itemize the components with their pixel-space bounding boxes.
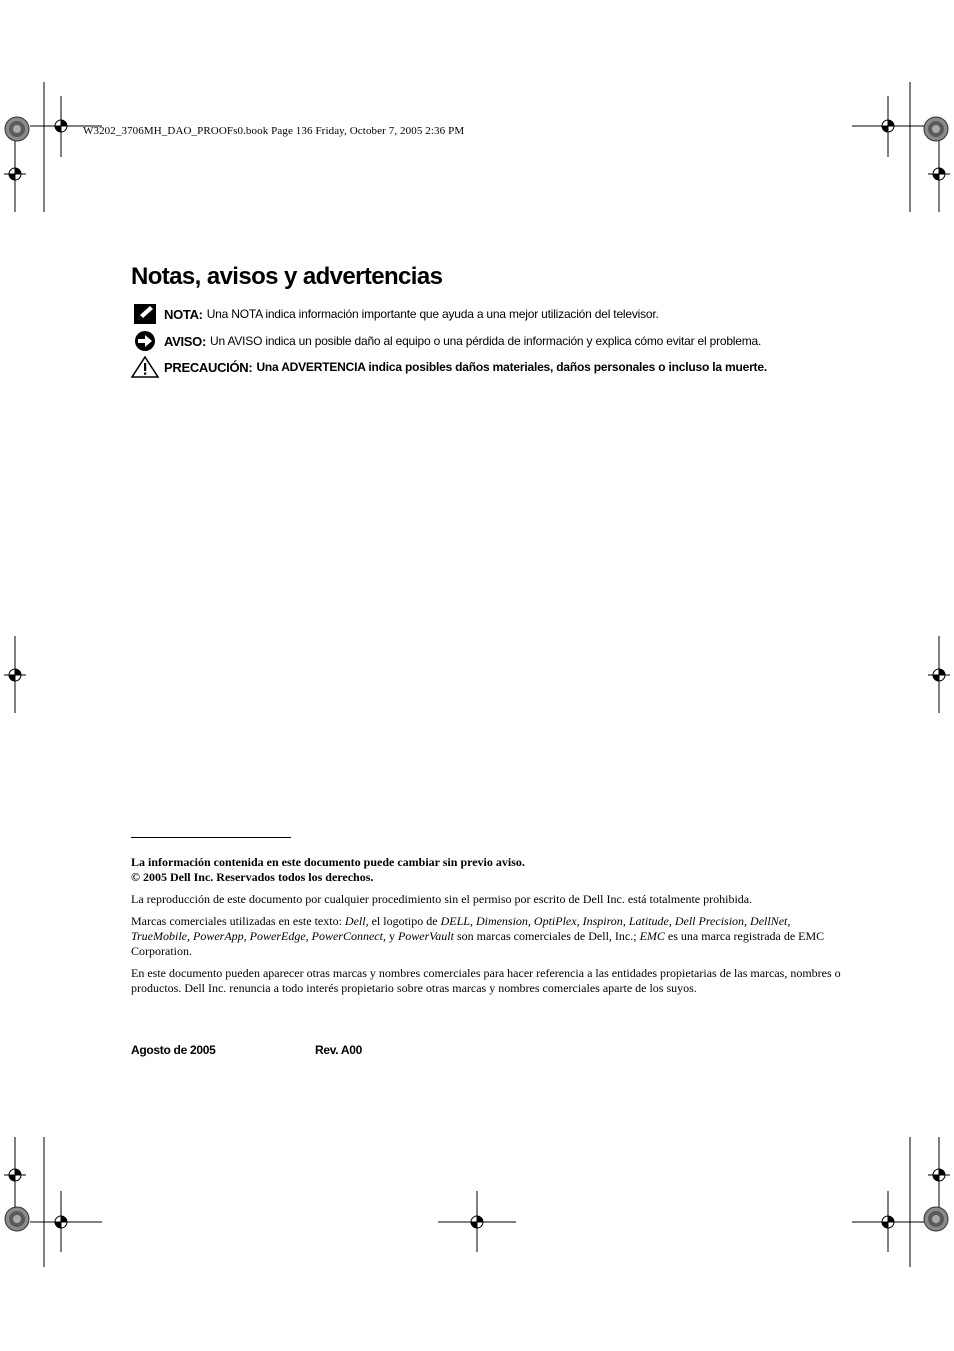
- trademark-text: ,: [469, 914, 476, 928]
- caution-precaucion: [131, 356, 767, 378]
- caution-label: PRECAUCIÓN:: [164, 359, 253, 375]
- registration-mark-icon: [466, 1211, 488, 1233]
- trademark-name: Dell: [344, 914, 366, 928]
- registration-mark-icon: [928, 1164, 950, 1186]
- registration-mark-icon: [4, 664, 26, 686]
- registration-mark-icon: [877, 1211, 899, 1233]
- color-target-icon: [5, 1207, 29, 1231]
- trademark-text: y: [385, 929, 398, 943]
- trademark-text: ,: [668, 914, 675, 928]
- note-text: Una NOTA indica información importante que ayuda a una mejor utilización del televisor.: [206, 307, 659, 321]
- note-nota: [131, 303, 659, 325]
- trademark-name: Dimension, OptiPlex, Inspiron: [475, 914, 623, 928]
- trademark-text: , el logotipo de: [365, 914, 441, 928]
- color-target-icon: [924, 1207, 948, 1231]
- trademark-name: PowerVault: [397, 929, 454, 943]
- trademark-text: Marcas comerciales utilizadas en este texto:: [131, 914, 345, 928]
- trademark-text: son marcas comerciales de Dell, Inc.;: [453, 929, 640, 943]
- trademark-text: es una marca registrada de EMC Corporation.: [131, 929, 825, 958]
- notice-text: Un AVISO indica un posible daño al equipo o una pérdida de información y explica cómo evitar el problema.: [210, 334, 762, 348]
- trademark-name: Latitude: [628, 914, 669, 928]
- trademark-name: PowerApp, PowerEdge, PowerConnect,: [193, 929, 386, 943]
- notice-label: AVISO:: [164, 333, 207, 349]
- registration-mark-icon: [50, 115, 72, 137]
- legal-change-notice: La información contenida en este documento puede cambiar sin previo aviso.: [131, 855, 525, 869]
- color-target-icon: [924, 117, 948, 141]
- other-marks-notice: En este documento pueden aparecer otras marcas y nombres comerciales para hacer referencia a las entidades propietarias de las marcas, nombres o productos. Dell Inc. renuncia a todo interés propietario sobre otras marcas y nombres comerciales aparte de los suyos.: [131, 966, 841, 995]
- note-label: NOTA:: [164, 306, 203, 322]
- trademark-name: DELL: [440, 914, 470, 928]
- trademark-text: ,: [622, 914, 629, 928]
- trademark-name: EMC: [639, 929, 665, 943]
- registration-mark-icon: [4, 163, 26, 185]
- registration-mark-icon: [50, 1211, 72, 1233]
- notice-aviso: [131, 330, 761, 352]
- reproduction-notice: La reproducción de este documento por cualquier procedimiento sin el permiso por escrito de Dell Inc. está totalmente prohibida.: [131, 892, 753, 906]
- trademark-name: Dell Precision, DellNet, TrueMobile: [131, 914, 791, 943]
- crop-lines-top: [30, 82, 924, 212]
- color-target-icon: [5, 117, 29, 141]
- pencil-note-icon: [131, 303, 159, 325]
- notice-arrow-icon: [131, 330, 159, 352]
- trademark-text: ,: [187, 929, 193, 943]
- legal-notice: [131, 855, 846, 885]
- trademark-notice: [131, 914, 846, 959]
- crop-lines-bottom: [30, 1137, 924, 1267]
- caution-text: Una ADVERTENCIA indica posibles daños materiales, daños personales o incluso la muerte.: [256, 360, 767, 374]
- footnote-divider: [131, 837, 291, 838]
- page-title: Notas, avisos y advertencias: [131, 263, 443, 290]
- copyright-line: © 2005 Dell Inc. Reservados todos los derechos.: [131, 870, 374, 884]
- registration-mark-icon: [877, 115, 899, 137]
- publication-date: Agosto de 2005: [131, 1043, 216, 1057]
- print-header: W3202_3706MH_DAO_PROOFs0.book Page 136 Friday, October 7, 2005 2:36 PM: [83, 125, 465, 137]
- registration-mark-icon: [928, 163, 950, 185]
- registration-mark-icon: [4, 1164, 26, 1186]
- revision-number: Rev. A00: [315, 1043, 362, 1057]
- registration-mark-icon: [928, 664, 950, 686]
- warning-triangle-icon: [131, 356, 159, 378]
